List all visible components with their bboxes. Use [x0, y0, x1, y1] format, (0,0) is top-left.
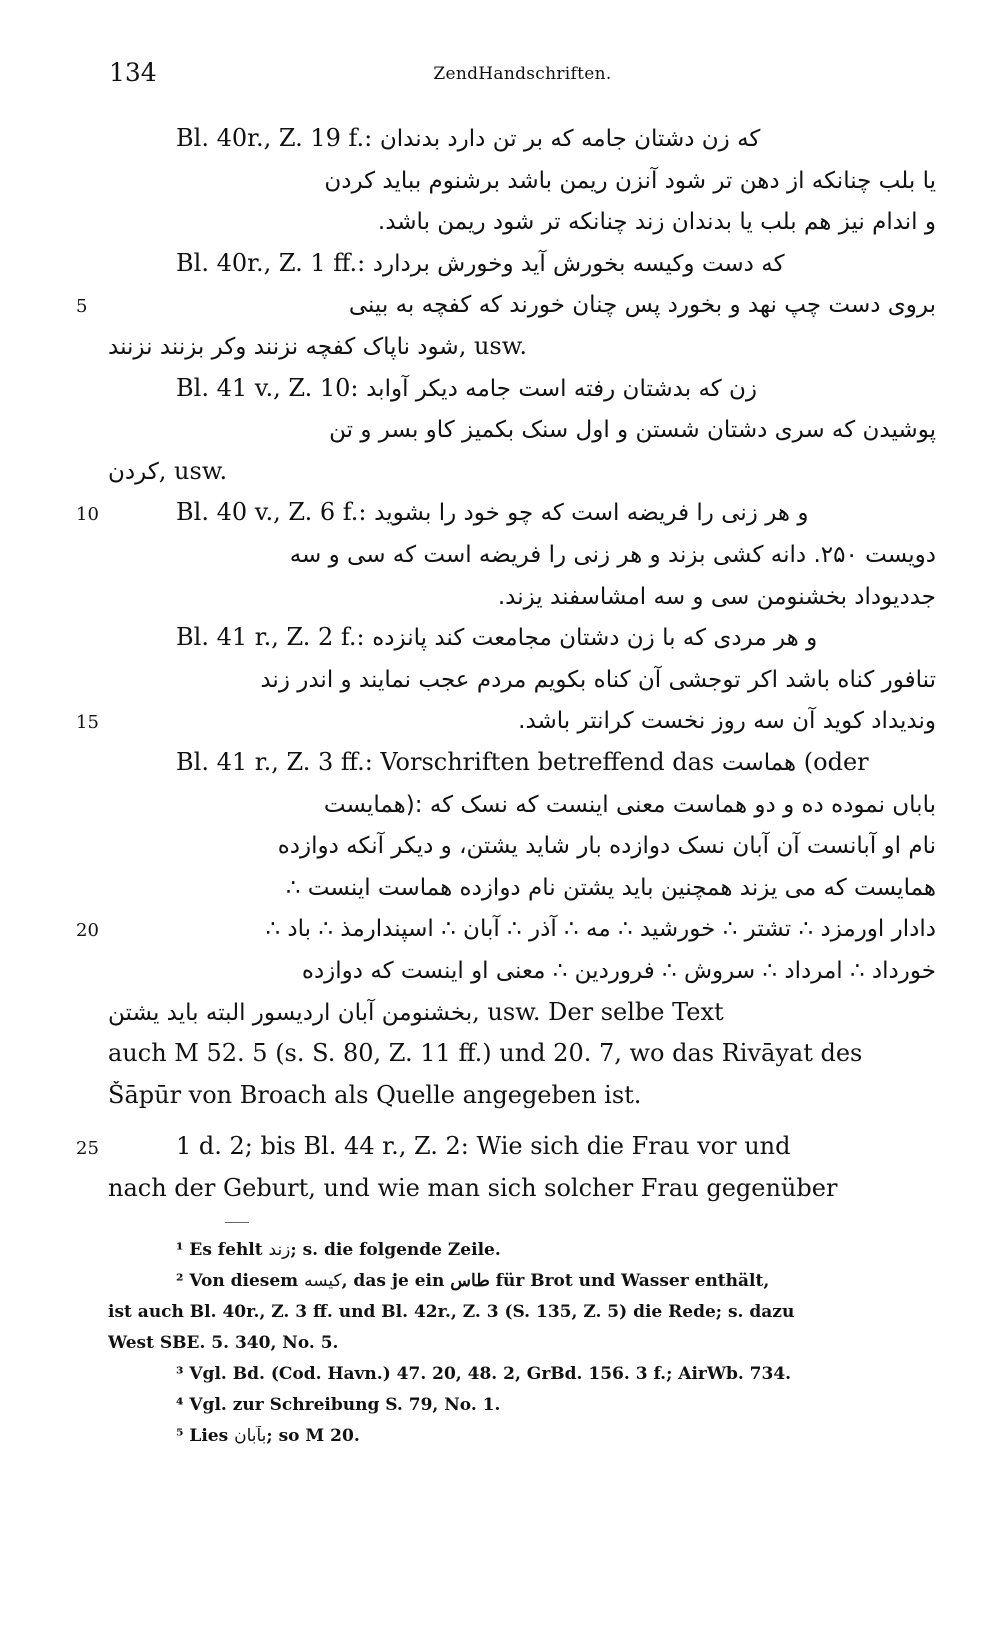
persian-text: پوشیدن که سری دشتان شستن و اول سنک بکمیز کاو بسر و تن [329, 417, 936, 443]
persian-text: زند [268, 1240, 291, 1260]
latin-text: Bl. 41 r., Z. 3 ff.: Vorschriften betreffend das [176, 748, 722, 776]
persian-text: شود ناپاک کفچه نزنند وکر بزنند نزنند [108, 334, 459, 360]
persian-text: بروی دست چپ نهد و بخورد پس چنان خورند که کفچه به بینی [348, 292, 936, 318]
footnote-line [108, 1395, 936, 1427]
persian-text: خورداد ∴ امرداد ∴ سروش ∴ فروردین ∴ معنی او اینست که دوازده [301, 958, 936, 984]
text-line [108, 914, 936, 956]
line-number: 15 [76, 712, 99, 733]
text-line [108, 956, 936, 998]
footnote-text: ² Von diesem [176, 1271, 305, 1291]
latin-text: , usw. Der selbe Text [472, 998, 724, 1026]
text-line [108, 332, 936, 374]
footnote-text: ; so M 20. [266, 1426, 360, 1446]
text-line [108, 790, 936, 832]
latin-text: Bl. 40r., Z. 19 f.: [176, 124, 380, 152]
text-line [108, 748, 936, 790]
text-line [108, 665, 936, 707]
persian-text: نام او آبانست آن آبان نسک دوازده بار شاید یشتن، و دیکر آنکه دوازده [277, 833, 936, 859]
text-line [108, 540, 936, 582]
persian-text: کردن [108, 459, 159, 485]
text-line [108, 998, 936, 1040]
footnote-text: West SBE. 5. 340, No. 5. [108, 1333, 339, 1353]
latin-text: Bl. 40 v., Z. 6 f.: [176, 498, 375, 526]
footnote-text: ¹ Es fehlt [176, 1240, 269, 1260]
latin-text: Bl. 41 r., Z. 2 f.: [176, 623, 373, 651]
footnote-line [108, 1240, 936, 1272]
text-line [108, 249, 936, 291]
text-line [108, 1039, 936, 1081]
latin-text: , usw. [458, 332, 528, 360]
text-line [108, 582, 936, 624]
footnote-text: ⁵ Lies [176, 1426, 235, 1446]
footnote-text: ⁴ Vgl. zur Schreibung S. 79, No. 1. [176, 1395, 501, 1415]
text-line [108, 623, 936, 665]
line-number: 20 [76, 920, 99, 941]
persian-text: کیسه [304, 1271, 342, 1291]
persian-text: یا بلب چنانکه از دهن تر شود آنزن ریمن باشد برشنوم بباید کردن [324, 168, 936, 194]
text-line [108, 290, 936, 332]
footnote-line [108, 1426, 936, 1458]
latin-text: 1 d. 2; bis Bl. 44 r., Z. 2: Wie sich die Frau vor und [176, 1132, 791, 1160]
text-line [108, 873, 936, 915]
text-line [108, 1081, 936, 1123]
text-line [108, 1132, 936, 1174]
persian-text: ونديداد كويد آن سه روز نخست كرانتر باشد. [518, 708, 936, 734]
persian-text: و اندام نیز هم بلب یا بدندان زند چنانکه تر شود ریمن باشد. [377, 209, 936, 235]
running-title: ZendHandschriften. [433, 64, 612, 84]
footnote-text: , das je ein طاس für Brot und Wasser enthält, [341, 1271, 770, 1291]
footnote-text: ist auch Bl. 40r., Z. 3 ff. und Bl. 42r., Z. 3 (S. 135, Z. 5) die Rede; s. dazu [108, 1302, 795, 1322]
text-line [108, 706, 936, 748]
persian-text: که دست وکیسه بخورش آید وخورش بردارد [372, 251, 785, 277]
text-line [108, 457, 936, 499]
latin-text: auch M 52. 5 (s. S. 80, Z. 11 ff.) und 20. 7, wo das Rivāyat des [108, 1039, 863, 1067]
persian-text: هماست [721, 750, 797, 776]
latin-text: Bl. 41 v., Z. 10: [176, 374, 367, 402]
text-line [108, 1174, 936, 1216]
persian-text: جددیوداد بخشنومن سی و سه امشاسفند یزند. [497, 584, 936, 610]
line-number: 10 [76, 504, 99, 525]
latin-text: , usw. [158, 457, 228, 485]
persian-text: دویست ۲۵۰. دانه کشی بزند و هر زنی را فریضه است که سی و سه [289, 542, 936, 568]
latin-text: Bl. 40r., Z. 1 ff.: [176, 249, 373, 277]
persian-text: باباں نموده ده و دو هماست معنی اینست که نسک که :(همایست [323, 792, 936, 818]
text-line [108, 166, 936, 208]
text-line [108, 415, 936, 457]
text-line [108, 831, 936, 873]
line-number: 5 [76, 296, 88, 317]
text-line [108, 124, 936, 166]
latin-text: (oder [796, 748, 869, 776]
latin-text: Šāpūr von Broach als Quelle angegeben ist. [108, 1081, 642, 1109]
persian-text: که زن دشتان جامه که بر تن دارد بدندان [379, 126, 761, 152]
persian-text: تنافور کناه باشد اکر توجشی آن کناه بکویم مردم عجب نمایند و اندر زند [260, 667, 936, 693]
page-number: 134 [109, 58, 157, 87]
persian-text: بخشنومن آبان اردیسور البته باید یشتن [108, 1000, 473, 1026]
text-line [108, 498, 936, 540]
footnote-line [108, 1302, 936, 1334]
latin-text: nach der Geburt, und wie man sich solcher Frau gegenüber [108, 1174, 838, 1202]
footnote-line [108, 1333, 936, 1365]
footnote-text: ³ Vgl. Bd. (Cod. Havn.) 47. 20, 48. 2, GrBd. 156. 3 f.; AirWb. 734. [176, 1364, 792, 1384]
footnote-text: ; s. die folgende Zeile. [290, 1240, 501, 1260]
persian-text: زن که بدشتان رفته است جامه دیکر آوابد [366, 376, 758, 402]
persian-text: بآبان [234, 1426, 267, 1446]
persian-text: همایست که می یزند همچنین باید یشتن نام دوازده هماست اینست ∴ [285, 875, 936, 901]
footnote-rule [225, 1222, 249, 1223]
text-line [108, 374, 936, 416]
footnote-line [108, 1271, 936, 1303]
line-number: 25 [76, 1138, 99, 1159]
text-line [108, 207, 936, 249]
persian-text: دادار اورمزد ∴ تشتر ∴ خورشید ∴ مه ∴ آذر ∴ آبان ∴ اسپندارمذ ∴ باد ∴ [265, 916, 936, 942]
persian-text: و هر مردی که با زن دشتان مجامعت کند پانزده [372, 625, 818, 651]
persian-text: و هر زنی را فریضه است که چو خود را بشوید [374, 500, 809, 526]
footnote-line [108, 1364, 936, 1396]
page-header [105, 58, 940, 88]
